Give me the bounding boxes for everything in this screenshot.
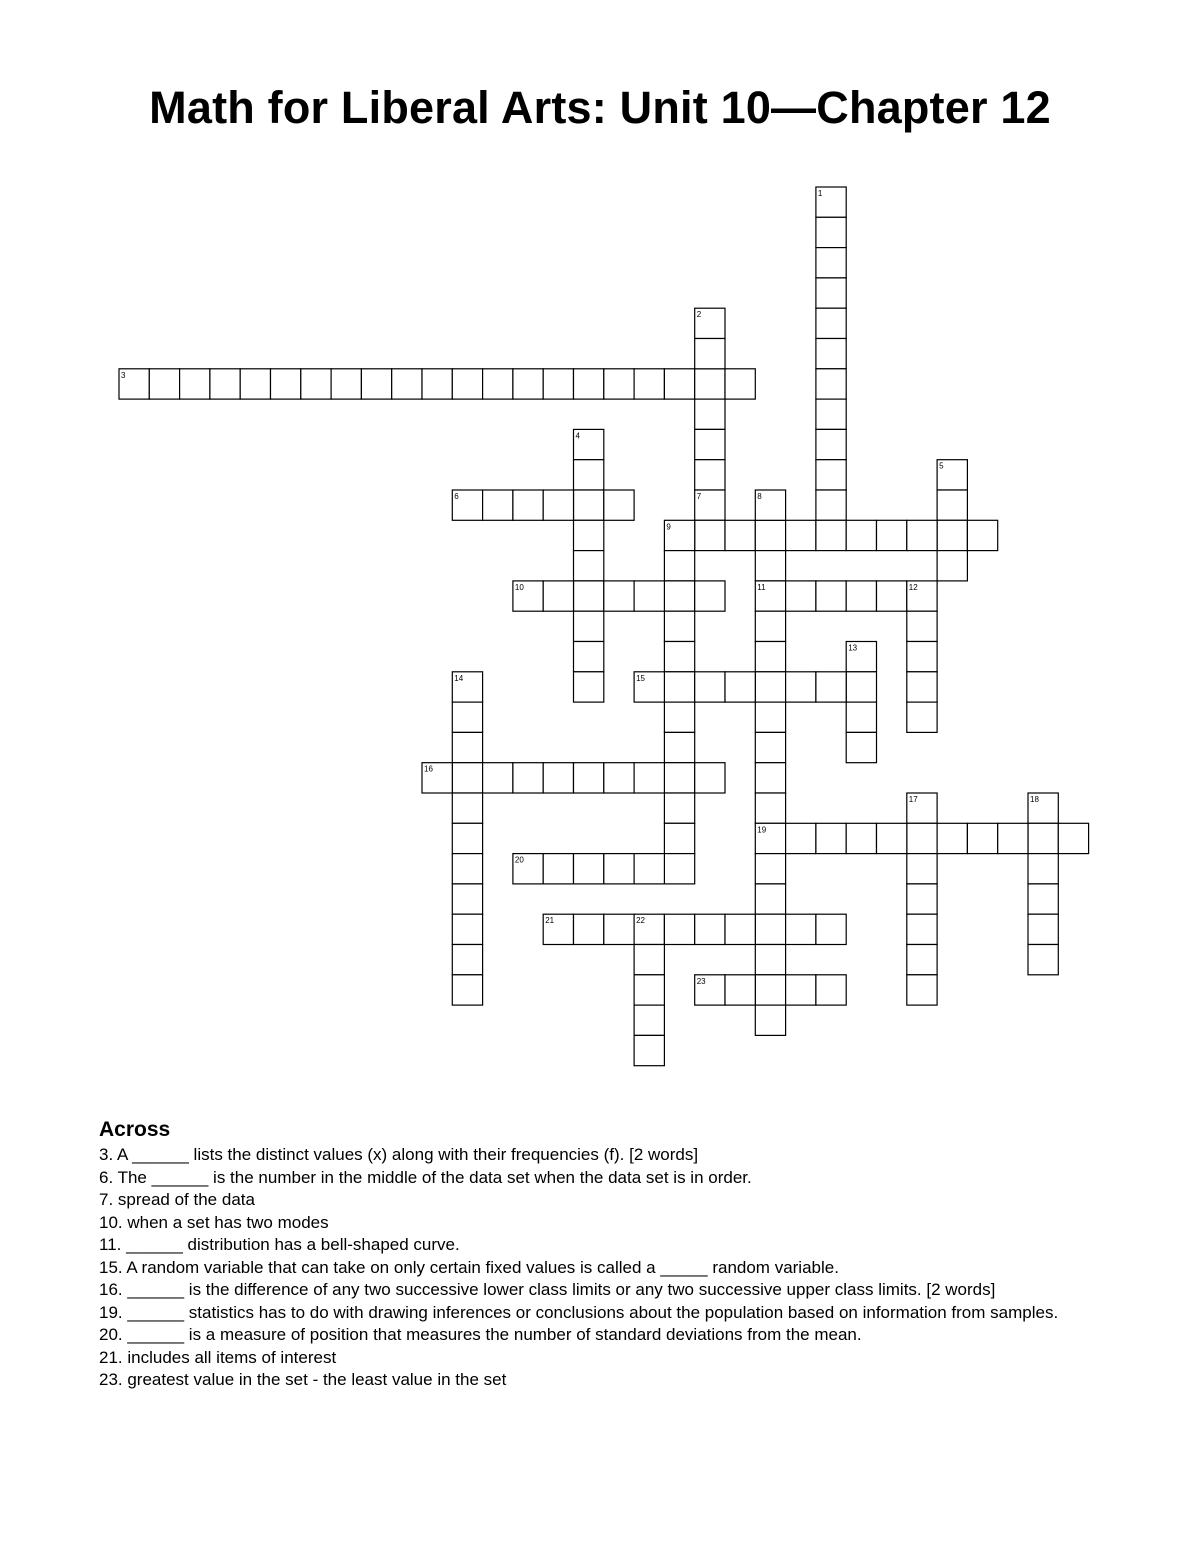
across-clue: 21. includes all items of interest xyxy=(99,1347,337,1367)
crossword-cell[interactable] xyxy=(816,369,846,399)
crossword-cell[interactable] xyxy=(907,672,937,702)
crossword-cell[interactable] xyxy=(574,854,604,884)
clue-number: 21 xyxy=(545,916,555,926)
crossword-cell[interactable] xyxy=(755,945,785,975)
crossword-cell[interactable] xyxy=(634,1005,664,1035)
clue-number: 7 xyxy=(696,492,702,501)
crossword-cell[interactable] xyxy=(695,399,725,429)
across-clue: 3. A ______ lists the distinct values (x) along with their frequencies (f). [2 words] xyxy=(99,1145,699,1164)
crossword-cell[interactable] xyxy=(664,369,694,399)
crossword-cell[interactable] xyxy=(301,369,331,399)
crossword-cell[interactable] xyxy=(755,884,785,914)
crossword-cell[interactable] xyxy=(634,1035,664,1065)
crossword-cell[interactable] xyxy=(786,914,816,944)
crossword-cell[interactable] xyxy=(846,732,876,762)
crossword-cell[interactable] xyxy=(816,520,846,550)
clue-number: 17 xyxy=(908,795,918,804)
crossword-cell[interactable] xyxy=(634,763,664,793)
crossword-cell[interactable] xyxy=(695,914,725,944)
crossword-cell[interactable] xyxy=(483,490,513,520)
crossword-cell[interactable] xyxy=(816,217,846,247)
crossword-cell[interactable] xyxy=(664,823,694,853)
crossword-cell[interactable] xyxy=(846,581,876,611)
crossword-cell[interactable] xyxy=(483,369,513,399)
crossword-cell[interactable] xyxy=(907,945,937,975)
crossword-cell[interactable] xyxy=(452,914,482,944)
crossword-cell[interactable] xyxy=(786,823,816,853)
crossword-cell[interactable] xyxy=(695,369,725,399)
crossword-cell[interactable] xyxy=(725,369,755,399)
clue-number: 15 xyxy=(636,673,646,683)
clue-number: 12 xyxy=(908,582,918,592)
crossword-cell[interactable] xyxy=(664,611,694,641)
crossword-cell[interactable] xyxy=(846,672,876,702)
crossword-cell[interactable] xyxy=(452,945,482,975)
clue-number: 2 xyxy=(696,310,702,320)
crossword-cell[interactable] xyxy=(574,551,604,581)
crossword-cell[interactable] xyxy=(271,369,301,399)
crossword-cell[interactable] xyxy=(907,854,937,884)
crossword-cell[interactable] xyxy=(543,581,573,611)
across-heading: Across xyxy=(99,1118,171,1141)
across-clue: 20. ______ is a measure of position that measures the number of standard deviations from the mean. xyxy=(99,1325,862,1344)
crossword-cell[interactable] xyxy=(907,823,937,853)
crossword-cell[interactable] xyxy=(664,581,694,611)
crossword-cell[interactable] xyxy=(180,369,210,399)
crossword-cell[interactable] xyxy=(574,581,604,611)
crossword-cell[interactable] xyxy=(361,369,391,399)
crossword-cell[interactable] xyxy=(574,611,604,641)
across-clue: 7. spread of the data xyxy=(99,1190,255,1209)
crossword-cell[interactable] xyxy=(755,914,785,944)
crossword-cell[interactable] xyxy=(907,642,937,672)
crossword-cell[interactable] xyxy=(392,369,422,399)
crossword-cell[interactable] xyxy=(786,975,816,1005)
crossword-cell[interactable] xyxy=(604,490,634,520)
crossword-cell[interactable] xyxy=(452,975,482,1005)
crossword-cell[interactable] xyxy=(816,339,846,369)
across-clue: 19. ______ statistics has to do with drawing inferences or conclusions about the population based on information from samples. xyxy=(99,1302,1059,1322)
clue-number: 10 xyxy=(514,582,524,592)
crossword-cell[interactable] xyxy=(998,823,1028,853)
crossword-cell[interactable] xyxy=(1058,823,1088,853)
crossword-cell[interactable] xyxy=(725,975,755,1005)
crossword-cell[interactable] xyxy=(452,854,482,884)
crossword-cell[interactable] xyxy=(816,429,846,459)
clue-number: 14 xyxy=(454,673,464,683)
crossword-cell[interactable] xyxy=(664,732,694,762)
crossword-cell[interactable] xyxy=(574,763,604,793)
crossword-cell[interactable] xyxy=(937,823,967,853)
crossword-cell[interactable] xyxy=(422,369,452,399)
clue-number: 22 xyxy=(636,916,646,926)
crossword-cell[interactable] xyxy=(664,793,694,823)
clue-number: 11 xyxy=(757,582,766,592)
across-clue: 11. ______ distribution has a bell-shaped curve. xyxy=(99,1235,460,1254)
crossword-cell[interactable] xyxy=(574,369,604,399)
crossword-cell[interactable] xyxy=(816,460,846,490)
crossword-cell[interactable] xyxy=(513,369,543,399)
crossword-cell[interactable] xyxy=(907,520,937,550)
crossword-cell[interactable] xyxy=(695,520,725,550)
across-clue: 6. The ______ is the number in the middle of the data set when the data set is in order. xyxy=(99,1167,752,1187)
crossword-cell[interactable] xyxy=(937,490,967,520)
crossword-cell[interactable] xyxy=(786,581,816,611)
crossword-cell[interactable] xyxy=(664,672,694,702)
crossword-cell[interactable] xyxy=(210,369,240,399)
crossword-cell[interactable] xyxy=(816,248,846,278)
crossword-cell[interactable] xyxy=(483,763,513,793)
crossword-cell[interactable] xyxy=(664,702,694,732)
page-title: Math for Liberal Arts: Unit 10—Chapter 12 xyxy=(149,82,1051,133)
crossword-cell[interactable] xyxy=(452,763,482,793)
crossword-cell[interactable] xyxy=(755,672,785,702)
crossword-cell[interactable] xyxy=(816,823,846,853)
crossword-cell[interactable] xyxy=(664,854,694,884)
crossword-cell[interactable] xyxy=(846,520,876,550)
crossword-cell[interactable] xyxy=(816,308,846,338)
clue-number: 13 xyxy=(848,643,858,653)
crossword-cell[interactable] xyxy=(574,460,604,490)
crossword-cell[interactable] xyxy=(1028,914,1058,944)
crossword-cell[interactable] xyxy=(1028,884,1058,914)
crossword-cell[interactable] xyxy=(452,702,482,732)
crossword-cell[interactable] xyxy=(543,854,573,884)
crossword-cell[interactable] xyxy=(786,520,816,550)
crossword-cell[interactable] xyxy=(967,520,997,550)
crossword-cell[interactable] xyxy=(604,914,634,944)
crossword-cell[interactable] xyxy=(604,854,634,884)
crossword-cell[interactable] xyxy=(695,672,725,702)
crossword-cell[interactable] xyxy=(725,914,755,944)
crossword-cell[interactable] xyxy=(877,823,907,853)
clue-number: 23 xyxy=(696,976,706,986)
across-clue: 10. when a set has two modes xyxy=(99,1212,329,1232)
crossword-cell[interactable] xyxy=(634,945,664,975)
crossword-cell[interactable] xyxy=(574,914,604,944)
crossword-cell[interactable] xyxy=(816,278,846,308)
clue-number: 19 xyxy=(757,825,767,835)
crossword-cell[interactable] xyxy=(907,611,937,641)
crossword-cell[interactable] xyxy=(725,672,755,702)
crossword-cell[interactable] xyxy=(574,672,604,702)
crossword-cell[interactable] xyxy=(604,763,634,793)
crossword-cell[interactable] xyxy=(816,399,846,429)
clue-number: 6 xyxy=(454,492,459,501)
clue-number: 1 xyxy=(817,189,823,198)
clue-number: 3 xyxy=(121,370,126,380)
crossword-cell[interactable] xyxy=(967,823,997,853)
crossword-cell[interactable] xyxy=(664,763,694,793)
crossword-cell[interactable] xyxy=(664,914,694,944)
crossword-cell[interactable] xyxy=(816,672,846,702)
across-clue-list xyxy=(99,1144,1074,1392)
crossword-cell[interactable] xyxy=(574,520,604,550)
across-clues xyxy=(99,1117,1074,1392)
crossword-cell[interactable] xyxy=(452,793,482,823)
crossword-cell[interactable] xyxy=(1028,945,1058,975)
across-clue: 15. A random variable that can take on only certain fixed values is called a _____ random variable. xyxy=(99,1257,839,1277)
crossword-cell[interactable] xyxy=(755,975,785,1005)
crossword-cell[interactable] xyxy=(543,490,573,520)
crossword-cell[interactable] xyxy=(755,702,785,732)
crossword-cell[interactable] xyxy=(664,642,694,672)
clue-number: 9 xyxy=(666,522,671,532)
crossword-cell[interactable] xyxy=(937,551,967,581)
crossword-cell[interactable] xyxy=(695,429,725,459)
crossword-cell[interactable] xyxy=(755,551,785,581)
clue-number: 5 xyxy=(939,461,944,471)
crossword-cell[interactable] xyxy=(755,611,785,641)
crossword-cell[interactable] xyxy=(816,581,846,611)
crossword-cell[interactable] xyxy=(513,490,543,520)
crossword-cell[interactable] xyxy=(846,702,876,732)
across-clue: 16. ______ is the difference of any two successive lower class limits or any two successive upper class limits. [2 words] xyxy=(99,1280,996,1299)
crossword-cell[interactable] xyxy=(331,369,361,399)
crossword-cell[interactable] xyxy=(816,490,846,520)
crossword-cell[interactable] xyxy=(755,732,785,762)
crossword-cell[interactable] xyxy=(816,914,846,944)
clue-number: 8 xyxy=(757,492,762,501)
crossword-cell[interactable] xyxy=(452,369,482,399)
crossword-cell[interactable] xyxy=(877,581,907,611)
crossword-cell[interactable] xyxy=(907,884,937,914)
crossword-cell[interactable] xyxy=(725,520,755,550)
crossword-cell[interactable] xyxy=(634,975,664,1005)
crossword-cell[interactable] xyxy=(755,854,785,884)
crossword-cell[interactable] xyxy=(907,975,937,1005)
crossword-cell[interactable] xyxy=(755,642,785,672)
crossword-cell[interactable] xyxy=(846,823,876,853)
across-clue: 23. greatest value in the set - the least value in the set xyxy=(99,1370,507,1389)
crossword-cell[interactable] xyxy=(1028,854,1058,884)
crossword-cell[interactable] xyxy=(543,763,573,793)
crossword-cell[interactable] xyxy=(937,520,967,550)
crossword-cell[interactable] xyxy=(604,581,634,611)
crossword-cell[interactable] xyxy=(816,975,846,1005)
crossword-cell[interactable] xyxy=(574,490,604,520)
crossword-cell[interactable] xyxy=(877,520,907,550)
clue-number: 16 xyxy=(424,764,433,774)
crossword-cell[interactable] xyxy=(452,884,482,914)
crossword-cell[interactable] xyxy=(755,793,785,823)
clue-number: 4 xyxy=(575,431,580,441)
crossword-cell[interactable] xyxy=(1028,823,1058,853)
crossword-cell[interactable] xyxy=(695,581,725,611)
crossword-cell[interactable] xyxy=(907,702,937,732)
crossword-cell[interactable] xyxy=(664,551,694,581)
crossword-cell[interactable] xyxy=(634,369,664,399)
crossword-cell[interactable] xyxy=(634,854,664,884)
crossword-cell[interactable] xyxy=(786,672,816,702)
crossword-cell[interactable] xyxy=(695,339,725,369)
crossword-cell[interactable] xyxy=(604,369,634,399)
crossword-cell[interactable] xyxy=(695,460,725,490)
crossword-cell[interactable] xyxy=(755,520,785,550)
crossword-cell[interactable] xyxy=(755,1005,785,1035)
crossword-cell[interactable] xyxy=(149,369,179,399)
crossword-cell[interactable] xyxy=(543,369,573,399)
crossword-cell[interactable] xyxy=(452,823,482,853)
crossword-cell[interactable] xyxy=(452,732,482,762)
crossword-cell[interactable] xyxy=(695,763,725,793)
crossword-cell[interactable] xyxy=(513,763,543,793)
crossword-cell[interactable] xyxy=(907,914,937,944)
clue-number: 20 xyxy=(514,855,524,865)
clue-number: 18 xyxy=(1030,795,1039,804)
crossword-cell[interactable] xyxy=(755,763,785,793)
crossword-cell[interactable] xyxy=(240,369,270,399)
crossword-cell[interactable] xyxy=(574,642,604,672)
crossword-cell[interactable] xyxy=(634,581,664,611)
